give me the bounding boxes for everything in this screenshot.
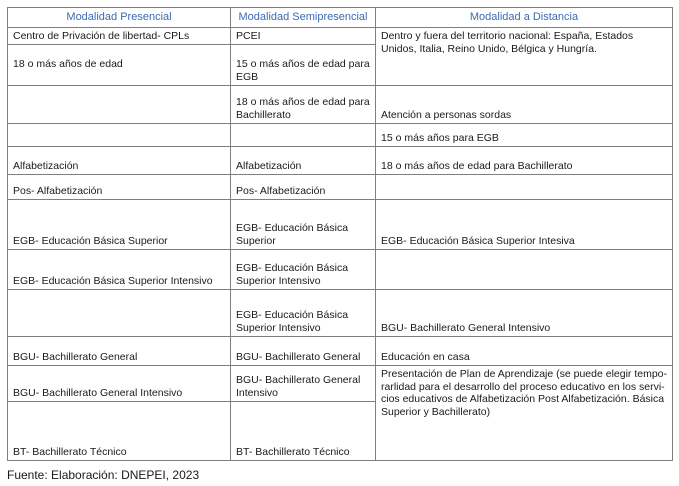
table-cell: EGB- Educación Básica Superior Intesiva (376, 200, 673, 250)
table-cell: Pos- Alfabetización (231, 175, 376, 200)
table-cell (376, 175, 673, 200)
table-row (8, 250, 673, 290)
table-row (8, 290, 673, 337)
table-cell: BGU- Bachillerato General (8, 337, 231, 366)
table-row (8, 366, 673, 402)
table-cell: EGB- Educación Básica Superior (8, 200, 231, 250)
modalities-table (7, 7, 673, 461)
table-cell: 18 o más años de edad para Bachillerato (376, 147, 673, 175)
table-cell: Pos- Alfabetización (8, 175, 231, 200)
table-cell (8, 290, 231, 337)
table-cell: BGU- Bachillerato General Intensivo (376, 290, 673, 337)
table-cell: 15 o más años para EGB (376, 124, 673, 147)
table-cell: BT- Bachillerato Técnico (8, 402, 231, 461)
table-row (8, 86, 673, 124)
table-cell: 18 o más años de edad para Bachillerato (231, 86, 376, 124)
table-cell: EGB- Educación Básica Superior Intensivo (8, 250, 231, 290)
header-presencial: Modalidad Presencial (8, 8, 231, 28)
table-row (8, 28, 673, 45)
header-distancia: Modalidad a Distancia (376, 8, 673, 28)
table-row (8, 337, 673, 366)
table-cell (376, 250, 673, 290)
table-cell: Educación en casa (376, 337, 673, 366)
table-row (8, 124, 673, 147)
table-cell: BGU- Bachillerato General Intensivo (8, 366, 231, 402)
table-cell: Alfabetización (8, 147, 231, 175)
table-cell (231, 124, 376, 147)
table-header-row (8, 8, 673, 28)
table-cell: EGB- Educación Básica Superior Intensivo (231, 290, 376, 337)
table-cell: Dentro y fuera del territorio nacional: España, Estados Unidos, Italia, Reino Unido, Bélgica y Hungría. (376, 28, 673, 86)
table-cell: BT- Bachillerato Técnico (231, 402, 376, 461)
table-cell: EGB- Educación Básica Superior (231, 200, 376, 250)
table-cell: Alfabetización (231, 147, 376, 175)
table-cell: BGU- Bachillerato General (231, 337, 376, 366)
table-cell (8, 86, 231, 124)
table-cell: 18 o más años de edad (8, 45, 231, 86)
table-row (8, 147, 673, 175)
table-cell: Centro de Privación de libertad- CPLs (8, 28, 231, 45)
table-cell: PCEI (231, 28, 376, 45)
table-cell: 15 o más años de edad para EGB (231, 45, 376, 86)
header-semipresencial: Modalidad Semipresencial (231, 8, 376, 28)
source-note: Fuente: Elaboración: DNEPEI, 2023 (7, 468, 200, 482)
table-cell: BGU- Bachillerato General Intensivo (231, 366, 376, 402)
table-cell: Presentación de Plan de Aprendizaje (se puede elegir tempo-rarlidad para el desarrollo del proceso educativo en los servi-cios educativos de Alfabetización Post Alfabetización. Básica Superior y Bachillerato) (376, 366, 673, 461)
table-cell (8, 124, 231, 147)
table-row (8, 175, 673, 200)
table-row (8, 200, 673, 250)
table-cell: Atención a personas sordas (376, 86, 673, 124)
table-cell: EGB- Educación Básica Superior Intensivo (231, 250, 376, 290)
